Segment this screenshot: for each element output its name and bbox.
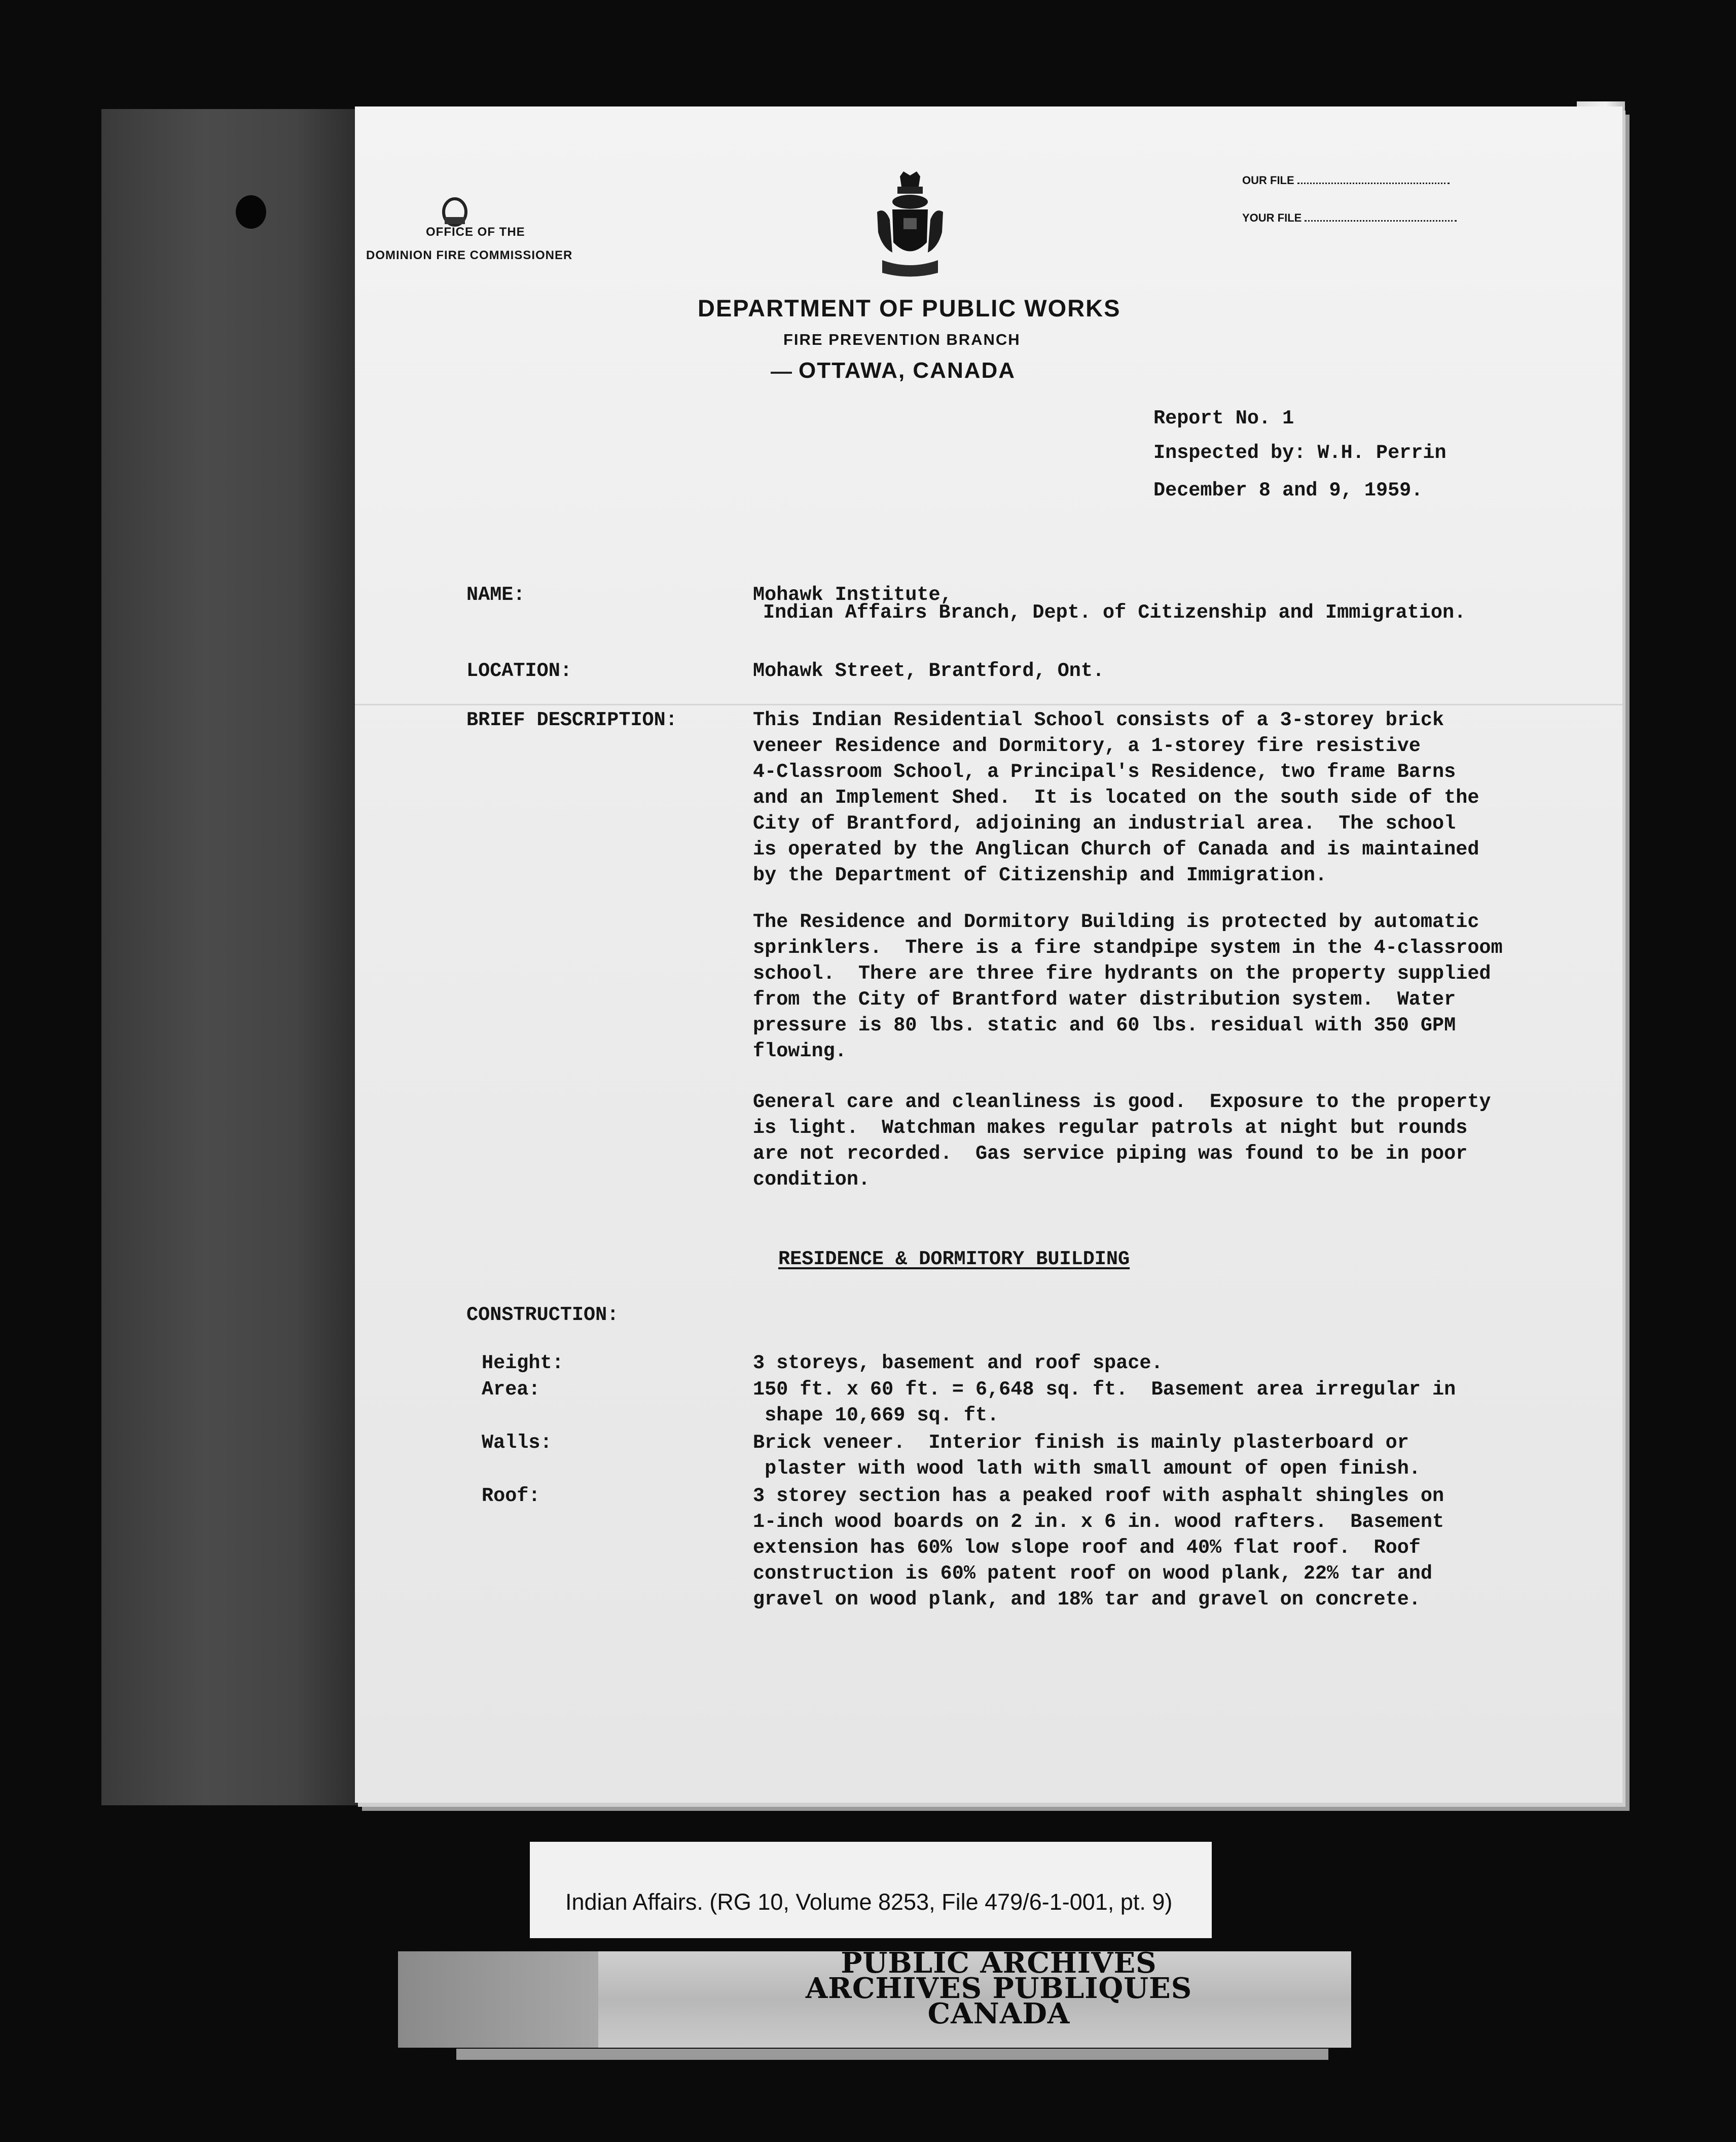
city-dash xyxy=(771,372,792,374)
name-value-line-1: Mohawk Institute, xyxy=(753,584,952,606)
bottom-strip xyxy=(456,2049,1328,2060)
report-number: Report No. 1 xyxy=(1153,407,1294,430)
brief-description-label: BRIEF DESCRIPTION: xyxy=(466,709,677,731)
our-file-line xyxy=(1297,172,1450,184)
archive-stamp-line-3: CANADA xyxy=(927,1997,1070,2030)
inspected-by: Inspected by: W.H. Perrin xyxy=(1153,442,1446,464)
name-value-line-2: Indian Affairs Branch, Dept. of Citizenship and Immigration. xyxy=(763,601,1466,624)
location-label: LOCATION: xyxy=(466,660,572,682)
coat-of-arms-icon xyxy=(872,171,948,280)
office-emblem-icon xyxy=(437,197,473,227)
general-care-text: General care and cleanliness is good. Exposure to the property is light. Watchman makes regular patrols at night but rounds are not recorded. Gas service piping was found to be in poor condition. xyxy=(753,1091,1491,1191)
location-value: Mohawk Street, Brantford, Ont. xyxy=(753,660,1105,682)
branch-title: FIRE PREVENTION BRANCH xyxy=(783,331,1021,348)
walls-label: Walls: xyxy=(482,1432,552,1454)
name-label: NAME: xyxy=(466,584,525,606)
walls-value: Brick veneer. Interior finish is mainly plasterboard or plaster with wood lath with small amount of open finish. xyxy=(753,1432,1421,1480)
report-date: December 8 and 9, 1959. xyxy=(1153,479,1423,502)
department-title: DEPARTMENT OF PUBLIC WORKS xyxy=(698,295,1121,322)
archive-stamp-line-1: PUBLIC ARCHIVES xyxy=(841,1946,1157,1980)
archive-stamp-board-end xyxy=(398,1951,598,2048)
fire-protection-text: The Residence and Dormitory Building is protected by automatic sprinklers. There is a fire standpipe system in the 4-classroom school. There are three fire hydrants on the property supplied from the City of Brantford water distribution system. Water pressure is 80 lbs. static and 60 lbs. residual with 350 GPM flowing. xyxy=(753,911,1503,1062)
archive-citation: Indian Affairs. (RG 10, Volume 8253, File 479/6-1-001, pt. 9) xyxy=(565,1889,1173,1915)
office-line-2: DOMINION FIRE COMMISSIONER xyxy=(366,248,573,262)
area-value: 150 ft. x 60 ft. = 6,648 sq. ft. Basement area irregular in shape 10,669 sq. ft. xyxy=(753,1378,1456,1426)
area-label: Area: xyxy=(482,1378,540,1401)
your-file-line xyxy=(1305,210,1457,222)
our-file-field xyxy=(1242,172,1450,187)
height-label: Height: xyxy=(482,1352,564,1374)
brief-description-text: This Indian Residential School consists of a 3-storey brick veneer Residence and Dormitory, a 1-storey fire resistive 4-Classroom School, a Principal's Residence, two frame Barns and an Implement Shed. It is located on the south side of the City of Brantford, adjoining an industrial area. The school is operated by the Anglican Church of Canada and is maintained by the Department of Citizenship and Immigration. xyxy=(753,709,1479,886)
office-line-1: OFFICE OF THE xyxy=(426,225,525,239)
binder-hole xyxy=(236,195,266,229)
archive-stamp-line-2: ARCHIVES PUBLIQUES xyxy=(805,1972,1192,2005)
our-file-label: OUR FILE xyxy=(1242,174,1294,187)
construction-label: CONSTRUCTION: xyxy=(466,1304,619,1326)
city-title: OTTAWA, CANADA xyxy=(799,358,1016,383)
your-file-field xyxy=(1242,210,1457,225)
fold-line xyxy=(355,704,1622,705)
your-file-label: YOUR FILE xyxy=(1242,211,1302,224)
roof-value: 3 storey section has a peaked roof with asphalt shingles on 1-inch wood boards on 2 in. x 6 in. wood rafters. Basement extension has 60% low slope roof and 40% flat roof. Roof construction is 60% patent roof on wood plank, 22% tar and gravel on wood plank, and 18% tar and gravel on concrete. xyxy=(753,1485,1444,1611)
roof-label: Roof: xyxy=(482,1485,540,1507)
section-heading: RESIDENCE & DORMITORY BUILDING xyxy=(778,1248,1130,1270)
height-value: 3 storeys, basement and roof space. xyxy=(753,1352,1163,1374)
binder-spine xyxy=(101,109,360,1805)
